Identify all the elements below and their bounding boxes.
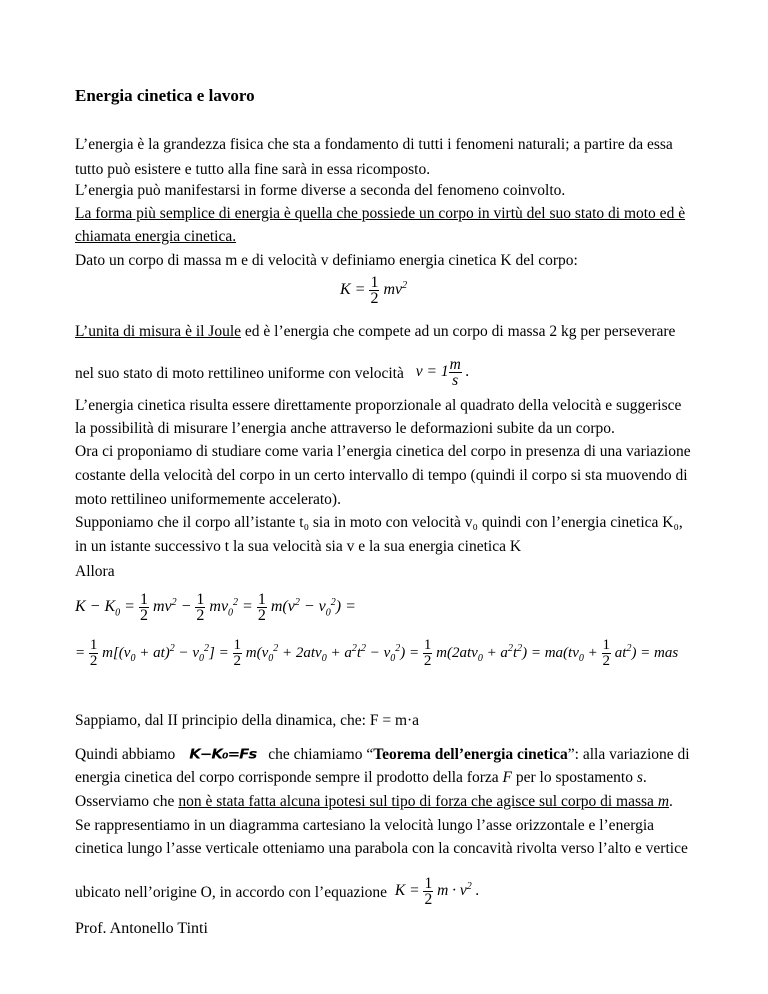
author-signature: Prof. Antonello Tinti [75, 920, 208, 937]
paragraph-line: Dato un corpo di massa m e di velocità v definiamo energia cinetica K del corpo: [75, 252, 578, 269]
derivation-line-2: = $\frac{1}{2}$ $m[(v_0 + at)^2 - v_0^2]$ = $\frac{1}{2}$ $m(v_0^2 + 2atv_0 + a^2t^2 - v_0^2)$ = $\frac{1}{2}$ $m(2atv_0 + a^2t^2) = ma(tv_0$ + $\frac{1}{2}$ $at^2$) = mas [75, 637, 679, 669]
paragraph-line: costante della velocità del corpo in un certo intervallo di tempo (quindi il corpo si sta muovendo di [75, 467, 688, 484]
displacement-symbol: s [636, 769, 643, 786]
paragraph-line: L’energia può manifestarsi in forme diverse a seconda del fenomeno coinvolto. [75, 182, 566, 199]
joule-rest-text: ed è l’energia che compete ad un corpo di massa 2 kg per perseverare [241, 323, 676, 340]
paragraph-line: Ora ci proponiamo di studiare come varia l’energia cinetica del corpo in presenza di una variazione [75, 443, 691, 460]
paragraph-line-underlined: chiamata energia cinetica. [75, 228, 237, 245]
mass-symbol: m [657, 793, 670, 810]
text-span: . [642, 769, 647, 786]
quindi-text: Quindi abbiamo [75, 746, 176, 763]
kinetic-energy-formula: K = $\frac{1}{2}$ $mv^2$ [340, 274, 408, 307]
paragraph-line: Supponiamo che il corpo all’istante t₀ sia in moto con velocità v₀ quindi con l’energia cinetica K₀, [75, 514, 683, 531]
paragraph-line: moto rettilineo uniformemente accelerato). [75, 491, 341, 508]
paragraph-line [75, 793, 695, 811]
document-title: Energia cinetica e lavoro [75, 86, 255, 105]
underlined-text: non è stata fatta alcuna ipotesi sul tipo di forza che agisce sul corpo di massa [178, 793, 658, 810]
theorem-name: Teorema dell’energia cinetica [373, 746, 568, 763]
theorem-formula: K−K₀=Fs [189, 745, 257, 763]
paragraph-line: Sappiamo, dal II principio della dinamica, che: F = m·a [75, 712, 420, 729]
paragraph-line: tutto può esistere e tutto alla fine sarà in essa ricomposto. [75, 161, 431, 178]
text-span: per lo spostamento [511, 769, 637, 786]
paragraph-line [75, 769, 695, 787]
text-span: energia cinetica del corpo corrisponde sempre il prodotto della forza [75, 769, 503, 786]
velocity-text: nel suo stato di moto rettilineo uniforme con velocità [75, 365, 404, 383]
derivation-line-1: $K - K_0$ = $\frac{1}{2}$ $mv^2$ − $\frac{1}{2}$ $mv_0^2$ = $\frac{1}{2}$ $m(v^2 - v_0^2)$ = [75, 591, 356, 624]
theorem-text-a: che chiamiamo “ [268, 746, 374, 763]
velocity-formula: v = 1 $\frac{m}{s}$ . [415, 356, 470, 389]
theorem-text-c: ”: alla variazione di [567, 746, 690, 763]
joule-unit-text: L’unita di misura è il Joule [75, 323, 242, 340]
paragraph-line: in un istante successivo t la sua velocità sia v e la sua energia cinetica K [75, 538, 522, 555]
paragraph-line [75, 323, 695, 341]
paragraph-line: la possibilità di misurare l’energia anche attraverso le deformazioni subite da un corpo. [75, 420, 615, 437]
text-span: . [669, 793, 673, 810]
paragraph-line: Allora [75, 563, 115, 580]
paragraph-line-underlined: La forma più semplice di energia è quella che possiede un corpo in virtù del suo stato di moto ed è [75, 205, 686, 222]
paragraph-line: L’energia cinetica risulta essere direttamente proporzionale al quadrato della velocità e suggerisce [75, 397, 682, 414]
paragraph-line [75, 745, 695, 764]
force-symbol: F [502, 769, 512, 786]
paragraph-line: L’energia è la grandezza fisica che sta a fondamento di tutti i fenomeni naturali; a partire da essa [75, 136, 673, 153]
paragraph-line: Se rappresentiamo in un diagramma cartesiano la velocità lungo l’asse orizzontale e l’energia [75, 817, 655, 834]
parabola-formula: K = $\frac{1}{2}$ $m \cdot v^2$ . [394, 875, 480, 908]
paragraph-line: cinetica lungo l’asse verticale otteniamo una parabola con la concavità rivolta verso l’alto e vertice [75, 840, 688, 857]
text-span: ubicato nell’origine O, in accordo con l’equazione [75, 884, 388, 902]
text-span: Osserviamo che [75, 793, 179, 810]
paragraph-line [75, 356, 695, 390]
paragraph-line [75, 875, 695, 909]
